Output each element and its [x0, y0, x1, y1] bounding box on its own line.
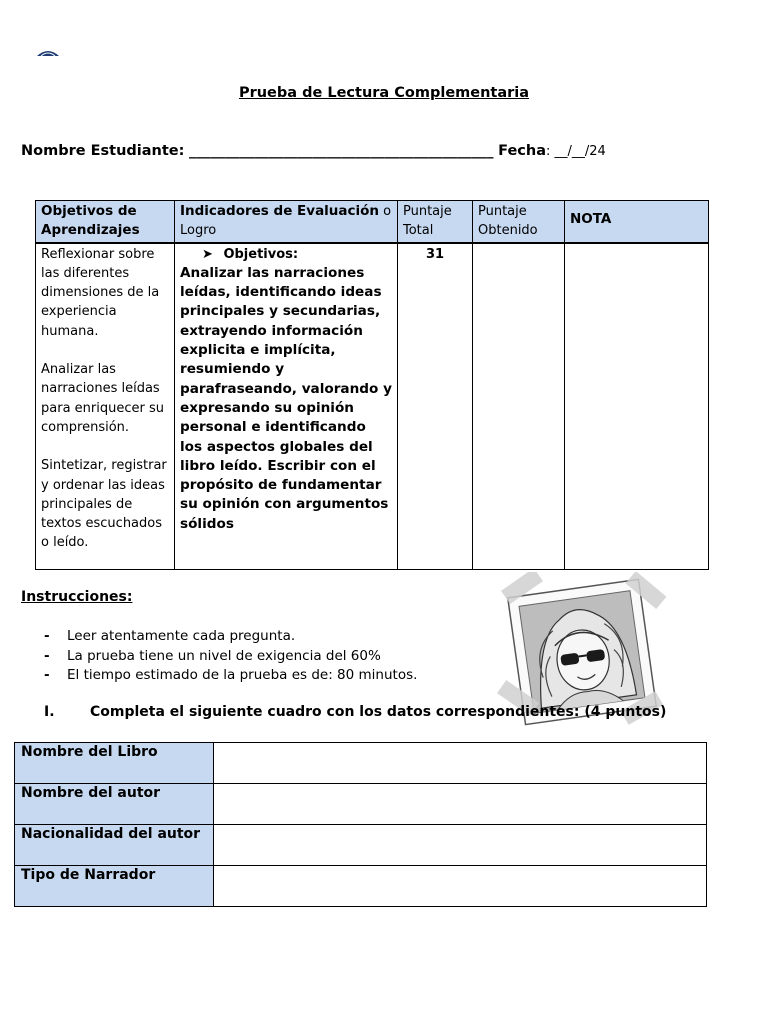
author-label: Nombre del autor [15, 784, 214, 825]
nationality-label: Nacionalidad del autor [15, 825, 214, 866]
book-title-label: Nombre del Libro [15, 743, 214, 784]
grade-cell[interactable] [565, 243, 709, 570]
objectives-cell [36, 243, 175, 570]
section-1-heading [44, 704, 666, 720]
dash-bullet-icon: - [44, 647, 50, 664]
page-title: Prueba de Lectura Complementaria [238, 85, 530, 101]
objectives-table-header [36, 201, 709, 243]
total-score-cell: 31 [398, 243, 473, 570]
obtained-score-cell[interactable] [473, 243, 565, 570]
book-row-author [15, 784, 707, 825]
objective-3: Sintetizar, registrar y ordenar las ideas principales de textos escuchados o leído. [41, 458, 167, 551]
dash-bullet-icon: - [44, 667, 50, 683]
instructions-list [44, 627, 417, 686]
indicator-heading [180, 245, 392, 264]
student-name-line [21, 143, 606, 159]
header-indicators: Indicadores de Evaluación o Logro [175, 201, 398, 243]
instruction-item: - El tiempo estimado de la prueba es de: 80 minutos. [44, 666, 417, 686]
book-row-title [15, 743, 707, 784]
date-field[interactable]: : __/__/24 [546, 144, 606, 159]
indicator-text: Analizar las narraciones leídas, identificando ideas principales y secundarias, extrayendo información explicita e implícita, resumiendo y parafraseando, valorando y expresando su opinión personal e identificando los aspectos globales del libro leído. Escribir con el propósito de fundamentar su opinión con argumentos sólidos [180, 264, 392, 532]
header-total-score: Puntaje Total [398, 201, 473, 243]
objectives-table-row [36, 243, 709, 570]
header-grade: NOTA [565, 201, 709, 243]
book-row-nationality [15, 825, 707, 866]
objective-1: Reflexionar sobre las diferentes dimensiones de la experiencia humana. [41, 246, 160, 339]
narrator-field[interactable] [214, 866, 707, 907]
narrator-label: Tipo de Narrador [15, 866, 214, 907]
author-field[interactable] [214, 784, 707, 825]
dash-bullet-icon: - [44, 628, 50, 644]
objectives-table [35, 200, 709, 570]
section-1-text: Completa el siguiente cuadro con los datos correspondientes: (4 puntos) [90, 704, 667, 720]
indicators-cell [175, 243, 398, 570]
header-objectives: Objetivos de Aprendizajes [36, 201, 175, 243]
arrow-bullet-icon: ➤ [202, 246, 213, 262]
book-title-field[interactable] [214, 743, 707, 784]
date-label: Fecha [498, 143, 547, 159]
section-1-number: I. [44, 704, 55, 720]
book-info-table [14, 742, 707, 907]
indicator-heading-text: Objetivos: [223, 246, 299, 262]
instructions-title: Instrucciones: [21, 589, 133, 605]
header-obtained-score: Puntaje Obtenido [473, 201, 565, 243]
objective-2: Analizar las narraciones leídas para enriquecer su comprensión. [41, 362, 164, 435]
instruction-item: - La prueba tiene un nivel de exigencia del 60% [44, 647, 417, 667]
student-name-label: Nombre Estudiante: [21, 143, 185, 159]
nationality-field[interactable] [214, 825, 707, 866]
book-row-narrator [15, 866, 707, 907]
instruction-item: - Leer atentamente cada pregunta. [44, 627, 417, 647]
school-logo [36, 48, 60, 56]
student-name-blank[interactable]: __________________________________________ [189, 143, 494, 159]
